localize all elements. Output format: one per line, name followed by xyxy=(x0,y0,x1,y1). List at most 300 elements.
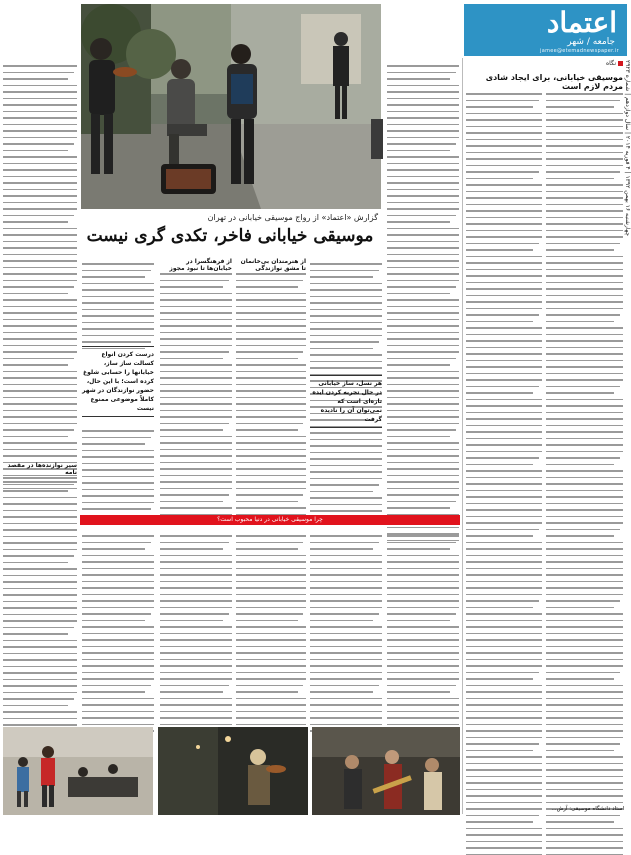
body-text-line xyxy=(466,165,542,167)
body-text-line xyxy=(310,639,382,641)
body-text-line xyxy=(236,691,298,693)
body-text-line xyxy=(160,600,232,602)
body-text-line xyxy=(546,152,623,154)
body-text-line xyxy=(160,462,232,464)
body-text-line xyxy=(466,113,542,115)
body-text-line xyxy=(546,522,623,524)
body-text-line xyxy=(3,594,77,596)
body-text-line xyxy=(3,685,77,687)
body-text-line xyxy=(160,507,232,509)
body-text-line xyxy=(466,191,542,193)
body-text-line xyxy=(546,782,623,784)
body-text-line xyxy=(3,137,77,139)
body-text-line xyxy=(546,724,623,726)
body-text-line xyxy=(310,568,382,570)
body-text-line xyxy=(546,594,623,596)
body-text-line xyxy=(236,646,306,648)
body-text-line xyxy=(387,555,459,557)
body-text-line xyxy=(160,423,229,425)
body-text-line xyxy=(160,665,232,667)
body-text-line xyxy=(466,782,542,784)
body-text-line xyxy=(466,516,542,518)
body-text-line xyxy=(466,750,533,752)
body-text-line xyxy=(546,230,623,232)
right-article-col-b xyxy=(466,88,542,800)
body-text-line xyxy=(3,384,77,386)
body-text-line xyxy=(3,169,77,171)
body-text-line xyxy=(310,354,382,356)
body-text-line xyxy=(3,332,77,334)
body-text-line xyxy=(236,403,306,405)
body-text-line xyxy=(236,724,306,726)
body-text-line xyxy=(236,561,306,563)
pullquote-2: هر نسل، ساز خیابانی در حال تجربه کردن ایده تازه‌ای است که نمی‌توان آن را نادیده گرفت xyxy=(310,375,382,428)
body-text-line xyxy=(546,269,623,271)
body-text-line xyxy=(387,208,459,210)
body-text-line xyxy=(3,267,77,269)
body-text-line xyxy=(466,321,533,323)
body-text-line xyxy=(387,371,459,373)
body-text-line xyxy=(3,72,74,74)
body-text-line xyxy=(387,169,459,171)
body-text-line xyxy=(466,535,533,537)
body-text-line xyxy=(310,289,382,291)
body-text-line xyxy=(310,335,382,337)
body-text-line xyxy=(466,425,542,427)
body-text-line xyxy=(3,633,68,635)
body-text-line xyxy=(387,202,459,204)
body-text-line xyxy=(160,574,232,576)
section-email: jamee@etemadnewspaper.ir xyxy=(540,48,619,54)
body-text-line xyxy=(546,379,623,381)
body-text-line xyxy=(3,273,77,275)
body-text-line xyxy=(466,366,542,368)
body-text-line xyxy=(546,113,623,115)
body-text-line xyxy=(3,319,77,321)
body-text-line xyxy=(466,93,542,95)
body-text-line xyxy=(466,581,542,583)
body-text-line xyxy=(387,581,459,583)
body-text-line xyxy=(236,594,306,596)
body-text-line xyxy=(466,314,539,316)
body-text-line xyxy=(236,280,303,282)
body-text-line xyxy=(546,555,623,557)
body-text-line xyxy=(387,195,459,197)
body-text-line xyxy=(82,724,154,726)
night-violinist-photo xyxy=(158,727,308,815)
body-text-line xyxy=(387,587,459,589)
body-text-line xyxy=(310,717,382,719)
body-text-line xyxy=(3,260,77,262)
body-text-line xyxy=(310,491,373,493)
body-text-line xyxy=(466,574,542,576)
body-text-line xyxy=(466,100,539,102)
body-text-line xyxy=(82,270,151,272)
body-text-line xyxy=(546,425,623,427)
body-text-line xyxy=(236,620,298,622)
body-text-line xyxy=(3,620,77,622)
body-text-line xyxy=(387,436,450,438)
body-text-line xyxy=(236,711,306,713)
body-text-line xyxy=(160,678,232,680)
body-text-line xyxy=(466,477,542,479)
body-text-line xyxy=(310,548,373,550)
body-text-line xyxy=(82,542,151,544)
subhead-1: از هنرمندان بی‌خانمان تا مشق نوازندگی xyxy=(236,258,306,272)
body-text-line xyxy=(160,410,232,412)
body-text-line xyxy=(236,449,306,451)
body-text-line xyxy=(546,223,623,225)
body-text-line xyxy=(387,574,459,576)
body-text-line xyxy=(3,523,77,525)
body-text-line xyxy=(546,139,623,141)
body-text-line xyxy=(160,371,232,373)
body-text-line xyxy=(466,360,542,362)
body-text-line xyxy=(310,652,382,654)
body-text-line xyxy=(3,510,77,512)
body-text-line xyxy=(82,652,154,654)
body-text-line xyxy=(546,607,614,609)
body-text-line xyxy=(3,705,68,707)
body-text-line xyxy=(236,494,303,496)
body-text-line xyxy=(546,802,623,804)
body-text-line xyxy=(3,364,68,366)
body-text-line xyxy=(160,273,232,275)
body-text-line xyxy=(466,678,533,680)
body-text-line xyxy=(546,171,620,173)
body-text-line xyxy=(236,535,306,537)
body-text-line xyxy=(310,646,382,648)
body-text-line xyxy=(546,763,623,765)
body-text-line xyxy=(3,202,77,204)
body-text-line xyxy=(82,263,154,265)
right-article-headline: موسیقی خیابانی، برای ایجاد شادی مردم لازم است xyxy=(466,73,623,91)
body-text-line xyxy=(236,377,306,379)
body-text-line xyxy=(160,475,232,477)
body-text-line xyxy=(546,217,623,219)
body-text-line xyxy=(82,587,154,589)
body-text-line xyxy=(3,588,77,590)
body-text-line xyxy=(387,423,459,425)
body-text-line xyxy=(387,475,459,477)
body-text-line xyxy=(546,249,614,251)
body-text-line xyxy=(466,496,542,498)
body-text-line xyxy=(546,256,623,258)
body-text-line xyxy=(546,321,614,323)
body-text-line xyxy=(160,397,232,399)
body-text-line xyxy=(3,672,77,674)
body-text-line xyxy=(3,562,68,564)
body-text-line xyxy=(546,581,623,583)
body-text-line xyxy=(546,704,623,706)
body-text-line xyxy=(466,587,542,589)
body-text-line xyxy=(546,620,623,622)
body-text-line xyxy=(160,377,232,379)
body-text-line xyxy=(236,581,306,583)
body-text-line xyxy=(387,724,459,726)
body-text-line xyxy=(546,600,620,602)
body-text-line xyxy=(310,659,382,661)
body-text-line xyxy=(387,633,459,635)
body-text-line xyxy=(387,652,459,654)
body-text-line xyxy=(82,315,154,317)
body-text-line xyxy=(387,280,459,282)
body-text-line xyxy=(82,594,154,596)
body-text-line xyxy=(387,646,459,648)
body-text-line xyxy=(387,182,459,184)
body-text-line xyxy=(3,111,77,113)
body-text-line xyxy=(3,516,77,518)
body-text-line xyxy=(310,672,382,674)
body-text-line xyxy=(466,542,542,544)
body-text-line xyxy=(160,711,232,713)
main-article-title: موسیقی خیابانی فاخر، تکدی گری نیست xyxy=(82,226,378,246)
body-text-line xyxy=(160,717,232,719)
body-text-line xyxy=(3,254,77,256)
body-text-line xyxy=(546,431,623,433)
body-text-line xyxy=(466,171,539,173)
body-text-line xyxy=(466,431,542,433)
body-text-line xyxy=(82,482,154,484)
body-text-line xyxy=(546,243,620,245)
body-text-line xyxy=(160,481,232,483)
body-text-line xyxy=(546,483,623,485)
body-text-line xyxy=(3,293,68,295)
body-text-line xyxy=(310,348,373,350)
body-text-line xyxy=(466,275,542,277)
body-text-line xyxy=(3,549,77,551)
body-text-line xyxy=(546,574,623,576)
subhead-2: از فرهنگسرا در خیابان‌ها تا نبود مجوز xyxy=(160,258,232,272)
body-text-line xyxy=(546,438,623,440)
body-text-line xyxy=(160,724,232,726)
body-text-line xyxy=(310,510,382,512)
body-text-line xyxy=(387,306,459,308)
body-text-line xyxy=(466,646,542,648)
body-text-line xyxy=(236,587,306,589)
body-text-line xyxy=(310,594,382,596)
body-text-line xyxy=(3,280,77,282)
body-text-line xyxy=(160,613,229,615)
body-text-line xyxy=(546,613,623,615)
body-text-line xyxy=(310,322,382,324)
body-text-line xyxy=(310,452,382,454)
body-text-line xyxy=(3,692,77,694)
body-text-line xyxy=(546,821,614,823)
right-article-col-a xyxy=(546,88,623,800)
body-text-line xyxy=(82,322,154,324)
body-text-line xyxy=(466,548,542,550)
body-text-line xyxy=(82,430,154,432)
body-text-line xyxy=(160,416,232,418)
body-text-line xyxy=(236,685,303,687)
body-text-line xyxy=(82,561,154,563)
body-text-line xyxy=(387,717,459,719)
body-text-line xyxy=(466,412,542,414)
body-text-line xyxy=(310,270,379,272)
body-text-line xyxy=(466,132,542,134)
body-text-line xyxy=(310,315,382,317)
body-text-line xyxy=(387,91,459,93)
body-text-line xyxy=(236,659,306,661)
body-text-line xyxy=(546,373,623,375)
body-text-line xyxy=(546,360,623,362)
body-text-line xyxy=(160,449,232,451)
body-text-line xyxy=(82,508,151,510)
body-text-line xyxy=(3,208,77,210)
body-text-line xyxy=(310,535,382,537)
body-text-line xyxy=(236,613,303,615)
body-text-line xyxy=(3,455,77,457)
body-text-line xyxy=(466,334,542,336)
body-text-line xyxy=(3,351,77,353)
body-text-line xyxy=(3,653,77,655)
body-text-line xyxy=(546,93,623,95)
body-text-line xyxy=(236,442,306,444)
body-text-line xyxy=(236,698,306,700)
body-text-line xyxy=(466,847,542,849)
body-text-line xyxy=(466,789,542,791)
body-text-line xyxy=(387,665,459,667)
body-text-line xyxy=(310,263,382,265)
body-text-line xyxy=(466,301,542,303)
body-text-line xyxy=(387,535,459,537)
body-text-line xyxy=(466,249,533,251)
body-text-line xyxy=(466,561,542,563)
body-text-line xyxy=(387,468,459,470)
body-text-line xyxy=(160,345,232,347)
body-text-line xyxy=(466,158,542,160)
body-text-line xyxy=(466,106,533,108)
tag-label: نگاه xyxy=(606,60,616,67)
body-text-line xyxy=(466,119,542,121)
body-text-line xyxy=(387,659,459,661)
body-text-line xyxy=(310,704,382,706)
body-text-line xyxy=(160,455,232,457)
street-musicians-illustration xyxy=(81,4,381,209)
body-text-line xyxy=(3,325,77,327)
body-text-line xyxy=(387,78,450,80)
body-text-line xyxy=(546,106,614,108)
body-text-line xyxy=(546,392,614,394)
body-text-line xyxy=(82,502,154,504)
body-text-line xyxy=(466,607,533,609)
body-text-line xyxy=(160,436,232,438)
body-text-line xyxy=(387,594,459,596)
body-text-line xyxy=(546,191,623,193)
body-text-line xyxy=(310,458,382,460)
body-text-line xyxy=(466,145,542,147)
body-text-line xyxy=(546,769,623,771)
body-text-line xyxy=(3,718,77,720)
body-text-line xyxy=(546,516,623,518)
body-text-line xyxy=(82,633,154,635)
body-text-line xyxy=(387,85,459,87)
body-text-line xyxy=(387,390,459,392)
body-text-line xyxy=(160,704,232,706)
body-text-line xyxy=(310,283,382,285)
body-text-line xyxy=(387,176,459,178)
body-text-line xyxy=(466,594,542,596)
body-text-line xyxy=(387,568,459,570)
body-text-line xyxy=(82,717,154,719)
body-text-line xyxy=(466,737,542,739)
body-text-line xyxy=(236,371,306,373)
body-text-line xyxy=(82,581,154,583)
body-text-line xyxy=(82,469,154,471)
body-text-line xyxy=(82,476,154,478)
body-text-line xyxy=(387,234,459,236)
body-text-line xyxy=(236,436,306,438)
main-col-3 xyxy=(236,268,306,508)
body-text-line xyxy=(466,639,542,641)
body-text-line xyxy=(466,223,542,225)
body-text-line xyxy=(546,795,623,797)
body-text-line xyxy=(387,150,450,152)
body-text-line xyxy=(310,361,382,363)
body-text-line xyxy=(466,691,542,693)
body-text-line xyxy=(466,730,542,732)
body-text-line xyxy=(160,535,232,537)
body-text-line xyxy=(387,163,459,165)
body-text-line xyxy=(3,442,77,444)
body-text-line xyxy=(466,197,542,199)
body-text-line xyxy=(3,659,77,661)
body-text-line xyxy=(3,497,77,499)
main-col-1 xyxy=(387,60,459,510)
body-text-line xyxy=(3,711,77,713)
left-col-a xyxy=(3,60,77,460)
body-text-line xyxy=(310,685,379,687)
right-article-tag xyxy=(583,60,623,70)
body-text-line xyxy=(3,176,77,178)
right-article-signoff: استاد دانشگاه موسیقی: آرش... xyxy=(466,806,624,812)
main-article-kicker: گزارش «اعتماد» از رواج موسیقی خیابانی در تهران xyxy=(82,213,378,222)
body-text-line xyxy=(82,600,154,602)
body-text-line xyxy=(546,275,623,277)
body-text-line xyxy=(387,410,459,412)
body-text-line xyxy=(236,652,306,654)
body-text-line xyxy=(387,189,459,191)
body-text-line xyxy=(546,464,614,466)
body-text-line xyxy=(3,130,77,132)
body-text-line xyxy=(3,698,74,700)
body-text-line xyxy=(82,437,151,439)
body-text-line xyxy=(466,815,539,817)
body-text-line xyxy=(160,685,229,687)
body-text-line xyxy=(3,423,77,425)
body-text-line xyxy=(546,119,623,121)
body-text-line xyxy=(82,639,154,641)
body-text-line xyxy=(160,468,232,470)
body-text-line xyxy=(160,442,232,444)
body-text-line xyxy=(387,325,459,327)
body-text-line xyxy=(546,301,623,303)
body-text-line xyxy=(3,345,77,347)
body-text-line xyxy=(82,691,145,693)
body-text-line xyxy=(3,98,77,100)
body-text-line xyxy=(310,309,382,311)
body-text-line xyxy=(310,698,382,700)
body-text-line xyxy=(160,561,232,563)
body-text-line xyxy=(160,429,223,431)
body-text-line xyxy=(387,364,450,366)
body-text-line xyxy=(546,529,620,531)
body-text-line xyxy=(82,711,154,713)
body-text-line xyxy=(546,412,623,414)
body-text-line xyxy=(3,679,77,681)
body-text-line xyxy=(546,126,623,128)
